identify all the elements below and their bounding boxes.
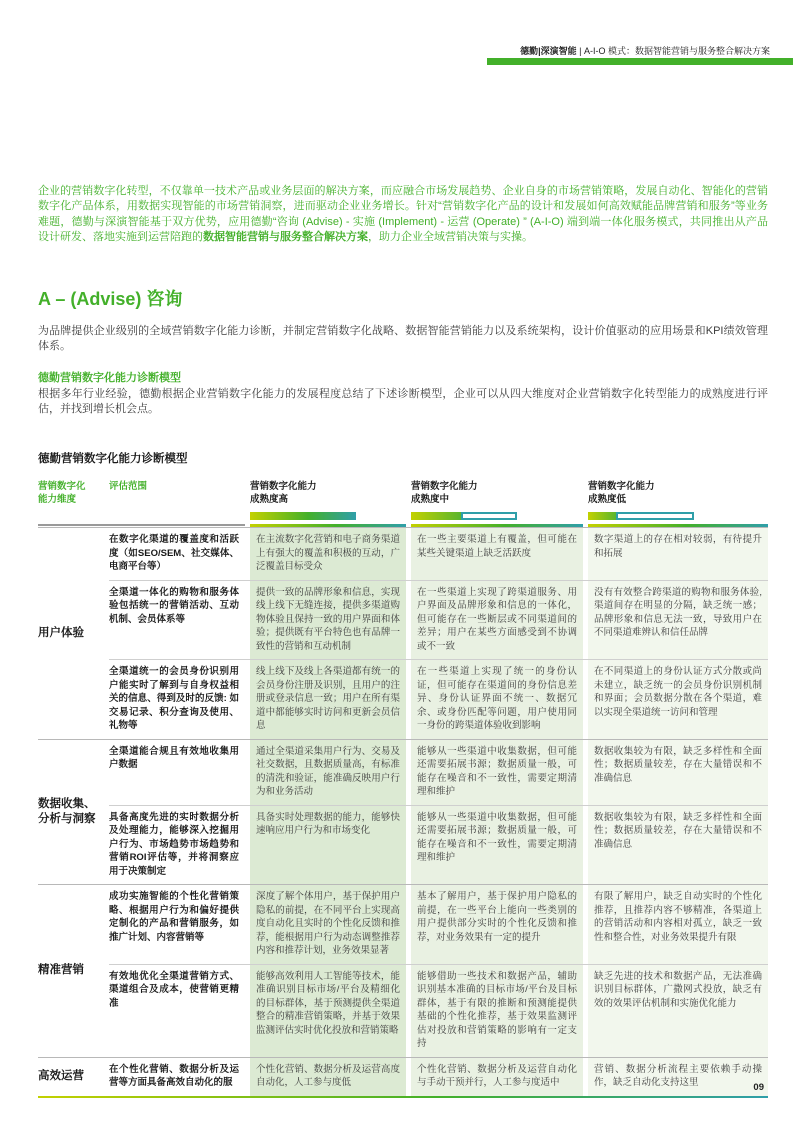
cell-scope: 全渠道统一的会员身份识别用户能实时了解到与自身权益相关的信息、得到及时的反馈: 如交易记录、积分查询及使用、礼物等 [109, 666, 239, 731]
dimension-label: 用户体验 [38, 626, 84, 639]
maturity-mid-line1: 营销数字化能力 [411, 481, 478, 492]
advise-section [38, 288, 768, 429]
table-group-user-experience [38, 527, 768, 739]
table-row [109, 964, 768, 1057]
maturity-bar-high-fill [250, 512, 356, 520]
table-bottom-rule [38, 1096, 768, 1098]
intro-text-after: ，助力企业全域营销决策与实操。 [368, 230, 533, 243]
maturity-bar-low [588, 512, 694, 520]
dimension-header-line2: 能力维度 [38, 494, 77, 505]
advise-paragraph: 为品牌提供企业级别的全域营销数字化能力诊断，并制定营销数字化战略、数据智能营销能力以及系统架构，设计价值驱动的应用场景和KPI绩效管理体系。 [38, 325, 768, 353]
cell-scope: 全渠道一体化的购物和服务体验包括统一的营销活动、互动机制、会员体系等 [109, 586, 239, 625]
cell-high: 通过全渠道采集用户行为、交易及社交数据，且数据质量高，有标准的清洗和验证，能准确反映用户行为和业务活动 [250, 740, 406, 805]
cell-high: 具备实时处理数据的能力，能够快速响应用户行为和市场变化 [250, 806, 406, 885]
cell-scope: 全渠道能合规且有效地收集用户数据 [109, 745, 239, 770]
page-header [520, 44, 770, 57]
maturity-bar-high [250, 512, 356, 520]
col-header-dimension [38, 480, 104, 506]
header-green-bar [487, 58, 793, 65]
cell-low: 有限了解用户，缺乏自动实时的个性化推荐，且推荐内容不够精准，各渠道上的营销活动和内容相对孤立，缺乏一致性和整合性，对业务效果提升有限 [588, 885, 768, 964]
maturity-bar-mid-rest [461, 512, 517, 520]
maturity-high-line1: 营销数字化能力 [250, 481, 317, 492]
table-header-row [38, 480, 768, 520]
rule-gradient-mid [411, 524, 583, 527]
cell-high: 个性化营销、数据分析及运营高度自动化，人工参与度低 [250, 1058, 406, 1096]
table-row [109, 885, 768, 964]
table-row [109, 659, 768, 739]
cell-scope: 在数字化渠道的覆盖度和活跃度（如SEO/SEM、社交媒体、电商平台等） [109, 534, 239, 572]
col-header-maturity-high [250, 480, 406, 520]
advise-subheading: 德勤营销数字化能力诊断模型 [38, 371, 181, 384]
cell-high: 深度了解个体用户，基于保护用户隐私的前提，在不同平台上实现高度自动化且实时的个性化反馈和推荐，能根据用户行为动态调整推荐内容和推荐计划，业务效果显著 [250, 885, 406, 964]
table-group-efficient-operations [38, 1057, 768, 1096]
dimension-label: 精准营销 [38, 964, 84, 977]
intro-bold-text: 数据智能营销与服务整合解决方案 [203, 230, 368, 243]
maturity-mid-line2: 成熟度中 [411, 494, 450, 505]
cell-mid: 能够从一些渠道中收集数据，但可能还需要拓展书源；数据质量一般，可能存在噪音和不一致性，需要定期清理和维护 [411, 740, 583, 805]
maturity-bar-mid [411, 512, 517, 520]
table-row [109, 580, 768, 660]
intro-text: 企业的营销数字化转型，不仅靠单一技术产品或业务层面的解决方案，而应融合市场发展趋势、企业自身的市场营销策略，发展自动化、智能化的营销数字化产品体系，用数据实现智能的市场营销洞察，进而驱动企业业务增长。针对“营销数字化产品的设计和发展如何高效赋能品牌营销和服务”等业务难题，德勤与深演智能基于双方优势，应用德勤“咨询 (Advise) - 实施 (Implement) - 运营 (Operate) ” (A-I-O) 端到端一体化服务模式，共同推出从产品设计研发、落地实施到运营陪跑的 [38, 185, 768, 243]
maturity-low-line1: 营销数字化能力 [588, 481, 655, 492]
header-brand: 德勤|深演智能 [520, 46, 577, 56]
cell-low: 没有有效整合跨渠道的购物和服务体验,渠道间存在明显的分隔，缺乏统一感；品牌形象和信息无法一致，导致用户在不同渠道难辨认和信任品牌 [588, 581, 768, 660]
header-title: | A-I-O 模式：数据智能营销与服务整合解决方案 [576, 46, 770, 56]
cell-mid: 在一些渠道上实现了跨渠道服务、用户界面及品牌形象和信息的一体化，但可能存在一些断层或不同渠道间的差异；用户在某些方面感受到不协调或不一致 [411, 581, 583, 660]
cell-high: 在主流数字化营销和电子商务渠道上有强大的覆盖和积极的互动，广泛覆盖目标受众 [250, 528, 406, 580]
cell-mid: 能够借助一些技术和数据产品，辅助识别基本准确的目标市场/平台及目标群体，基于有限的推断和预测能提供基础的个性化推荐，基于效果监测评估对投放和营销策略的影响有一定支持 [411, 965, 583, 1057]
cell-low: 营销、数据分析流程主要依赖手动操作，缺乏自动化支持这里 [588, 1058, 768, 1096]
table-row [109, 805, 768, 885]
cell-high: 线上线下及线上各渠道都有统一的会员身份注册及识别，且用户的注册或登录信息一致；用户在所有渠道中都能够实时访问和更新会员信息 [250, 660, 406, 739]
intro-paragraph [38, 184, 768, 245]
cell-mid: 基本了解用户，基于保护用户隐私的前提，在一些平台上能向一些类别的用户提供部分实时的个性化反馈和推荐，对业务效果有一定的提升 [411, 885, 583, 964]
cell-mid: 能够从一些渠道中收集数据，但可能还需要拓展书源；数据质量一般，可能存在噪音和不一致性，需要定期清理和维护 [411, 806, 583, 885]
cell-low: 数据收集较为有限，缺乏多样性和全面性；数据质量较差，存在大量错误和不准确信息 [588, 740, 768, 805]
table-title: 德勤营销数字化能力诊断模型 [38, 453, 188, 465]
cell-mid: 个性化营销、数据分析及运营自动化与手动干预并行，人工参与度适中 [411, 1058, 583, 1096]
page-number: 09 [753, 1082, 764, 1093]
table-row [109, 528, 768, 580]
col-header-maturity-low [588, 480, 768, 520]
advise-paragraph-2: 根据多年行业经验，德勤根据企业营销数字化能力的发展程度总结了下述诊断模型，企业可以从四大维度对企业营销数字化转型能力的成熟度进行评估，并找到增长机会点。 [38, 387, 768, 415]
dimension-label: 高效运营 [38, 1070, 84, 1082]
rule-gradient-high [250, 524, 406, 527]
table-row [109, 1058, 768, 1096]
col-header-scope: 评估范围 [109, 481, 148, 492]
cell-mid: 在一些主要渠道上有覆盖，但可能在某些关键渠道上缺乏活跃度 [411, 528, 583, 580]
rule-gray [38, 524, 245, 526]
cell-low: 数据收集较为有限，缺乏多样性和全面性；数据质量较差，存在大量错误和不准确信息 [588, 806, 768, 885]
maturity-bar-low-rest [616, 512, 694, 520]
cell-scope: 具备高度先进的实时数据分析及处理能力，能够深入挖掘用户行为、市场趋势市场趋势和营销ROI评估等，并将洞察应用于决策制定 [109, 811, 239, 877]
maturity-high-line2: 成熟度高 [250, 494, 289, 505]
cell-scope: 有效地优化全渠道营销方式、渠道组合及成本，使营销更精准 [109, 970, 239, 1009]
dimension-label: 数据收集、分析与洞察 [38, 797, 96, 825]
cell-high: 能够高效利用人工智能等技术，能准确识别目标市场/平台及精细化的目标群体，基于预测提供全渠道整合的精准营销策略，并基于效果监测评估实时优化投放和营销策略 [250, 965, 406, 1057]
maturity-low-line2: 成熟度低 [588, 494, 627, 505]
table-row [109, 740, 768, 805]
cell-low: 数字渠道上的存在相对较弱，有待提升和拓展 [588, 528, 768, 580]
maturity-bar-low-fill [588, 512, 616, 520]
rule-gradient-low [588, 524, 768, 527]
cell-scope: 在个性化营销、数据分析及运营等方面具备高效自动化的服 [109, 1063, 239, 1088]
col-header-maturity-mid [411, 480, 583, 520]
table-group-precision-marketing [38, 884, 768, 1057]
cell-low: 缺乏先进的技术和数据产品，无法准确识别目标群体，广撒网式投放，缺乏有效的效果评估机制和实施优化能力 [588, 965, 768, 1057]
diagnostic-model-table [38, 450, 768, 1098]
cell-scope: 成功实施智能的个性化营销策略、根据用户行为和偏好提供定制化的产品和营销服务，如推广计划、内容营销等 [109, 891, 239, 943]
cell-low: 在不同渠道上的身份认证方式分散或尚未建立，缺乏统一的会员身份识别机制和界面；会员数据分散在各个渠道，难以实现全渠道统一访问和管理 [588, 660, 768, 739]
dimension-header-line1: 营销数字化 [38, 481, 86, 492]
cell-high: 提供一致的品牌形象和信息，实现线上线下无缝连接，提供多渠道购物体验且保持一致的用户界面和体验；提供既有平台特色也有品牌一致性的营销和互动机制 [250, 581, 406, 660]
section-heading: A – (Advise) 咨询 [38, 289, 183, 309]
maturity-bar-mid-fill [411, 512, 461, 520]
table-group-data-collection [38, 739, 768, 885]
cell-mid: 在一些渠道上实现了统一的身份认证，但可能存在渠道间的身份信息差异、身份认证界面不统一、数据冗余、或身份匹配等问题，用户使用同一身份的跨渠道体验收到影响 [411, 660, 583, 739]
